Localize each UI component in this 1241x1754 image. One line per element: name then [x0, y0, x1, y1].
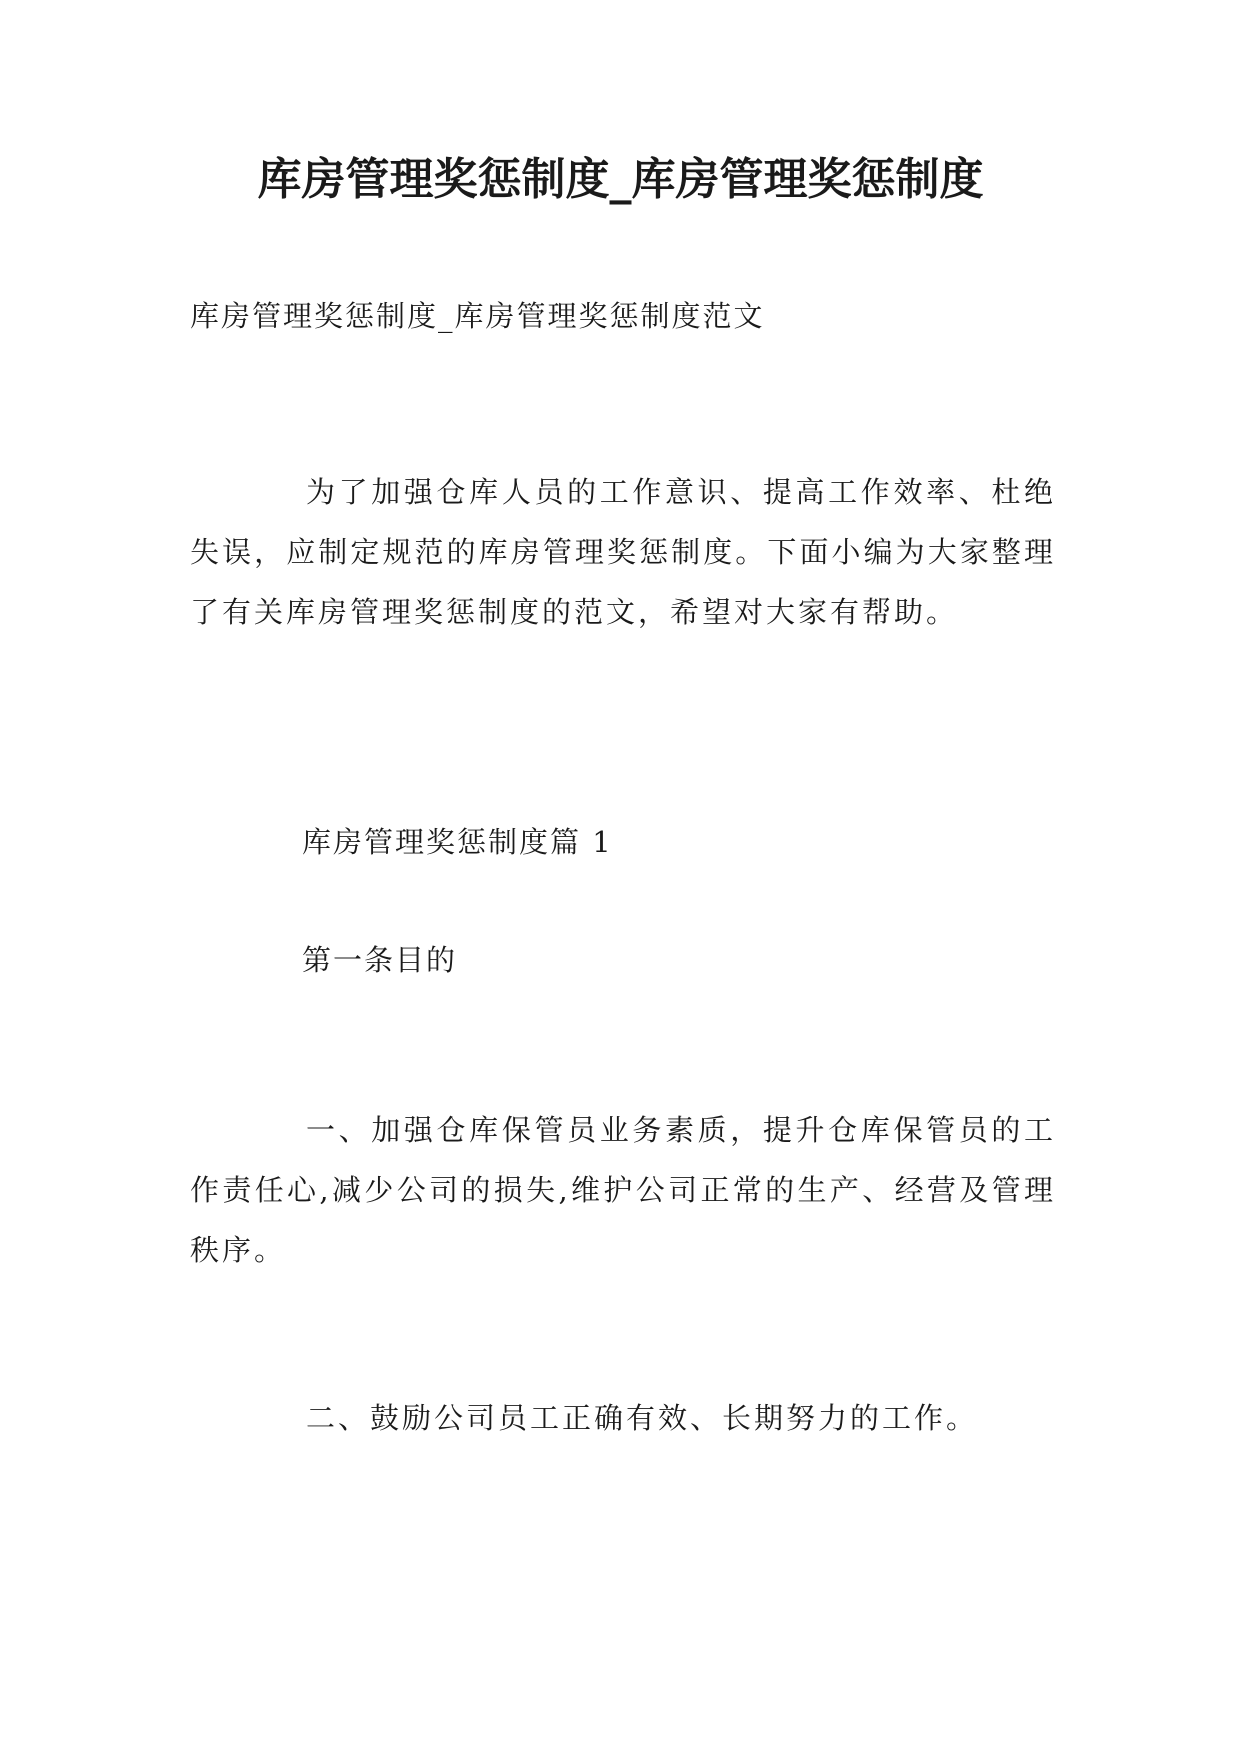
document-title: 库房管理奖惩制度_库房管理奖惩制度 — [257, 154, 984, 205]
item-1-paragraph: 一、加强仓库保管员业务素质，提升仓库保管员的工作责任心,减少公司的损失,维护公司正常的生产、经营及管理秩序。 — [190, 1113, 1056, 1267]
article-heading: 第一条目的 — [302, 943, 458, 977]
section-heading: 库房管理奖惩制度篇 1 — [302, 825, 613, 859]
intro-paragraph: 为了加强仓库人员的工作意识、提高工作效率、杜绝失误，应制定规范的库房管理奖惩制度。下面小编为大家整理了有关库房管理奖惩制度的范文，希望对大家有帮助。 — [190, 475, 1056, 629]
document-subtitle: 库房管理奖惩制度_库房管理奖惩制度范文 — [190, 299, 765, 333]
item-2-paragraph: 二、鼓励公司员工正确有效、长期努力的工作。 — [306, 1401, 979, 1435]
